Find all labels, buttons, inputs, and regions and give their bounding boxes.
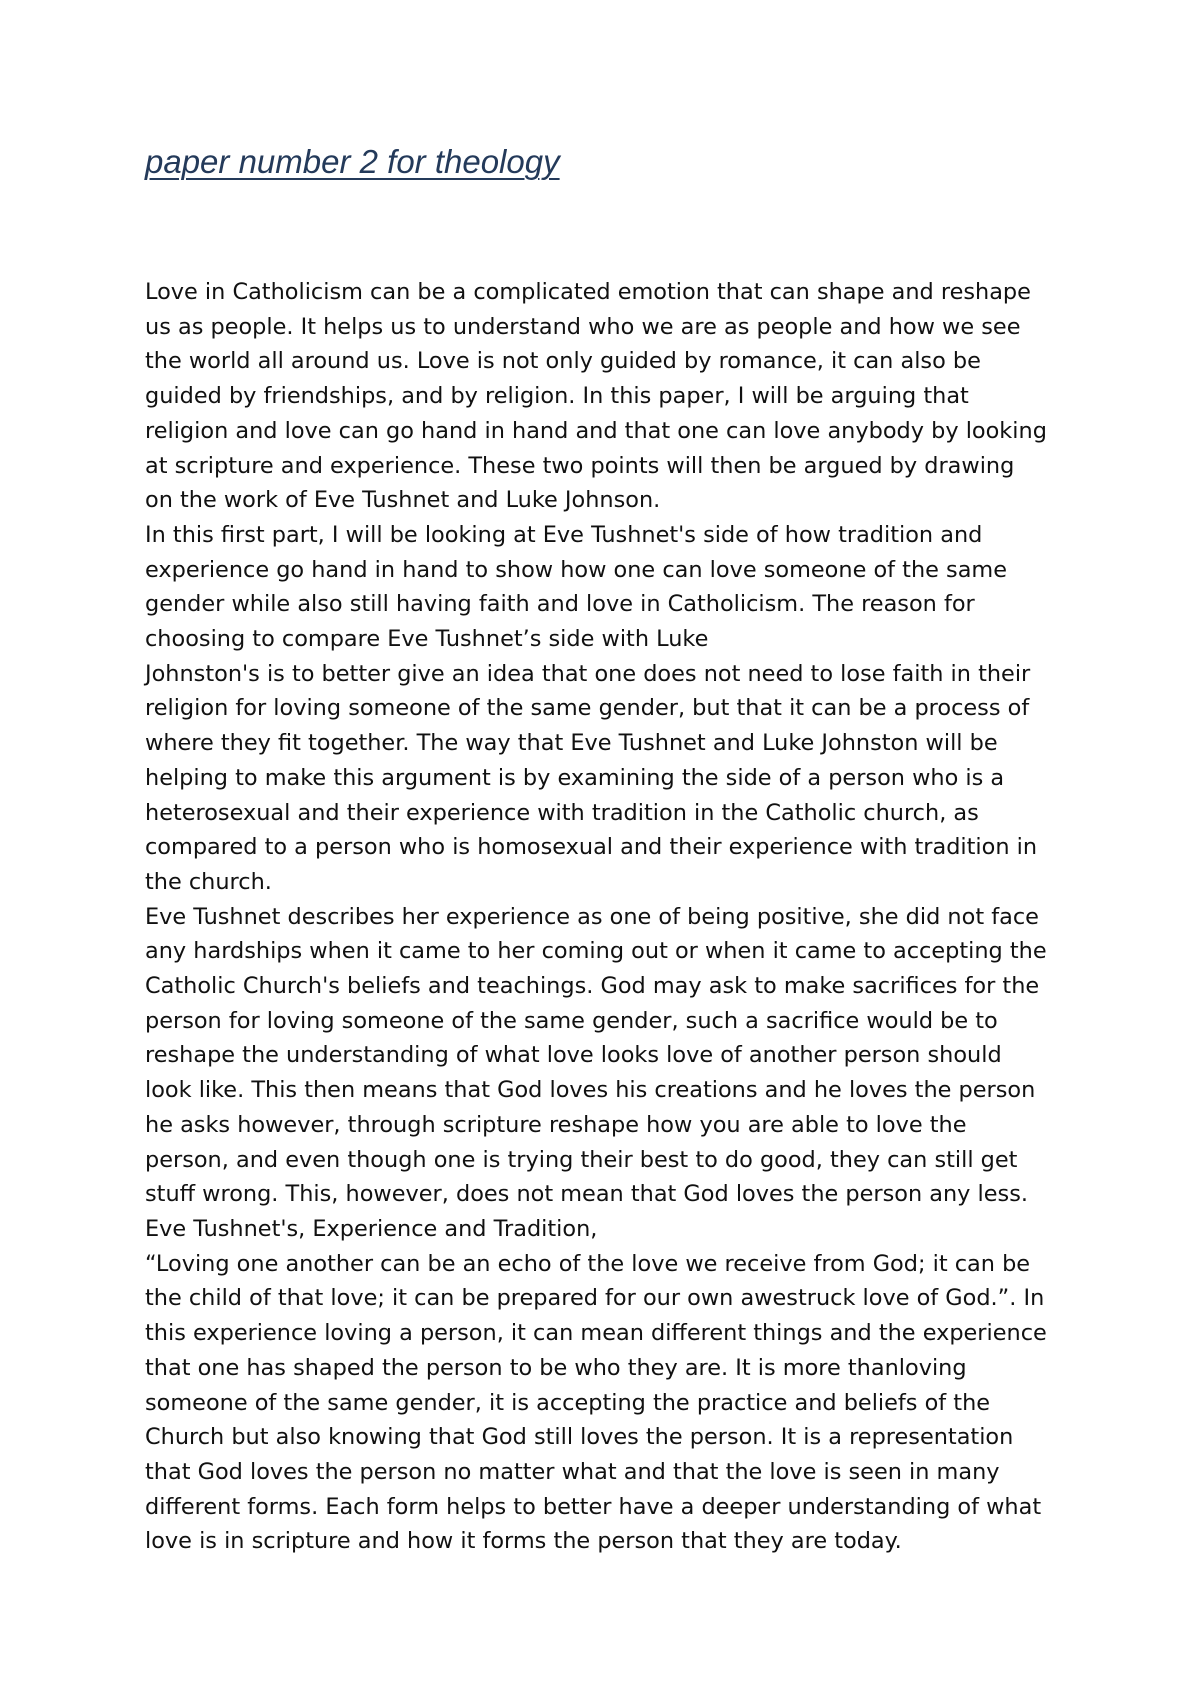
body-line: “Loving one another can be an echo of the love we receive from God; it can be <box>145 1250 1031 1277</box>
body-line: this experience loving a person, it can mean different things and the experience <box>145 1320 1047 1347</box>
body-line: at scripture and experience. These two points will then be argued by drawing <box>145 452 1015 479</box>
body-line: look like. This then means that God loves his creations and he loves the person <box>145 1077 1036 1104</box>
body-line: the church. <box>145 868 272 895</box>
body-line: religion for loving someone of the same gender, but that it can be a process of <box>145 695 1030 722</box>
body-line: us as people. It helps us to understand who we are as people and how we see <box>145 313 1021 340</box>
body-line: religion and love can go hand in hand and that one can love anybody by looking <box>145 417 1047 444</box>
body-line: the child of that love; it can be prepared for our own awestruck love of God.”. In <box>145 1285 1045 1312</box>
body-line: Eve Tushnet describes her experience as one of being positive, she did not face <box>145 903 1039 930</box>
body-line: the world all around us. Love is not only guided by romance, it can also be <box>145 348 981 375</box>
body-line: Love in Catholicism can be a complicated emotion that can shape and reshape <box>145 279 1031 305</box>
body-line: where they fit together. The way that Eve Tushnet and Luke Johnston will be <box>145 730 998 757</box>
body-line: that one has shaped the person to be who they are. It is more thanloving <box>145 1354 967 1381</box>
document-body <box>145 275 1085 1559</box>
body-line: experience go hand in hand to show how one can love someone of the same <box>145 556 1007 583</box>
document-title: paper number 2 for theology <box>145 143 560 180</box>
body-line: helping to make this argument is by examining the side of a person who is a <box>145 764 1005 791</box>
body-line: compared to a person who is homosexual and their experience with tradition in <box>145 834 1038 861</box>
body-line: Church but also knowing that God still loves the person. It is a representation <box>145 1424 1014 1451</box>
body-line: Catholic Church's beliefs and teachings. God may ask to make sacrifices for the <box>145 973 1040 1000</box>
body-line: on the work of Eve Tushnet and Luke Johnson. <box>145 487 661 514</box>
body-line: In this first part, I will be looking at Eve Tushnet's side of how tradition and <box>145 521 983 548</box>
body-line: Eve Tushnet's, Experience and Tradition, <box>145 1215 598 1242</box>
body-line: that God loves the person no matter what and that the love is seen in many <box>145 1458 1000 1485</box>
body-line: stuff wrong. This, however, does not mean that God loves the person any less. <box>145 1181 1028 1208</box>
body-line: person, and even though one is trying their best to do good, they can still get <box>145 1146 1018 1173</box>
body-line: choosing to compare Eve Tushnet’s side with Luke <box>145 626 709 653</box>
body-line: heterosexual and their experience with tradition in the Catholic church, as <box>145 799 979 826</box>
body-line: he asks however, through scripture reshape how you are able to love the <box>145 1111 967 1138</box>
body-line: any hardships when it came to her coming out or when it came to accepting the <box>145 938 1047 965</box>
body-line: love is in scripture and how it forms the person that they are today. <box>145 1528 902 1555</box>
body-line: guided by friendships, and by religion. In this paper, I will be arguing that <box>145 383 969 410</box>
body-line: different forms. Each form helps to better have a deeper understanding of what <box>145 1493 1042 1520</box>
body-line: gender while also still having faith and love in Catholicism. The reason for <box>145 591 975 618</box>
body-line: reshape the understanding of what love looks love of another person should <box>145 1042 1002 1069</box>
body-line: someone of the same gender, it is accepting the practice and beliefs of the <box>145 1389 991 1416</box>
body-line: person for loving someone of the same gender, such a sacrifice would be to <box>145 1007 998 1034</box>
body-line: Johnston's is to better give an idea that one does not need to lose faith in their <box>145 660 1031 687</box>
